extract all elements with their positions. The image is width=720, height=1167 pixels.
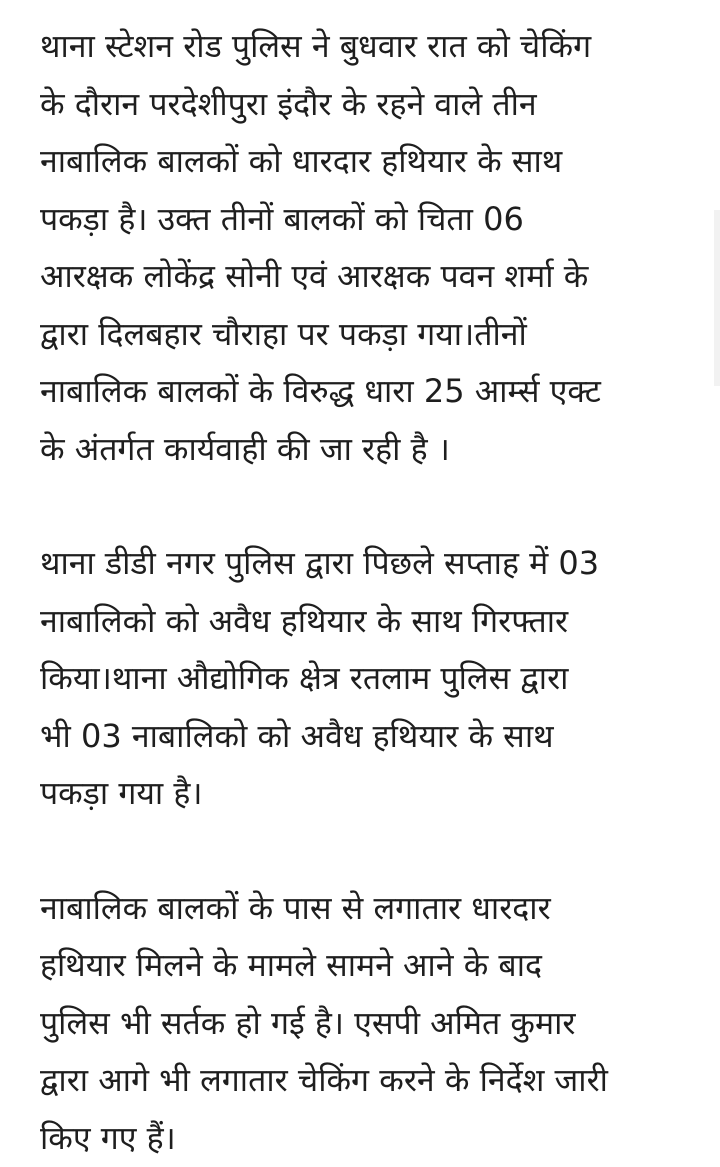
paragraph-dd-nagar-arrest: थाना डीडी नगर पुलिस द्वारा पिछले सप्ताह में 03 नाबालिको को अवैध हथियार के साथ गिरफ्तार किया।थाना औद्योगिक क्षेत्र रतलाम पुलिस द्वारा भी 03 नाबालिको को अवैध हथियार के साथ पकड़ा गया है। xyxy=(40,535,690,823)
scrollbar-track[interactable] xyxy=(714,210,720,386)
article-body xyxy=(40,18,690,1167)
paragraph-police-alert: नाबालिक बालकों के पास से लगातार धारदार हथियार मिलने के मामले सामने आने के बाद पुलिस भी सर्तक हो गई है। एसपी अमित कुमार द्वारा आगे भी लगातार चेकिंग करने के निर्देश जारी किए गए हैं। xyxy=(40,880,690,1167)
paragraph-station-road-arrest: थाना स्टेशन रोड पुलिस ने बुधवार रात को चेकिंग के दौरान परदेशीपुरा इंदौर के रहने वाले तीन नाबालिक बालकों को धारदार हथियार के साथ पकड़ा है। उक्त तीनों बालकों को चिता 06 आरक्षक लोकेंद्र सोनी एवं आरक्षक पवन शर्मा के द्वारा दिलबहार चौराहा पर पकड़ा गया।तीनों नाबालिक बालकों के विरुद्ध धारा 25 आर्म्स एक्ट के अंतर्गत कार्यवाही की जा रही है । xyxy=(40,18,690,478)
